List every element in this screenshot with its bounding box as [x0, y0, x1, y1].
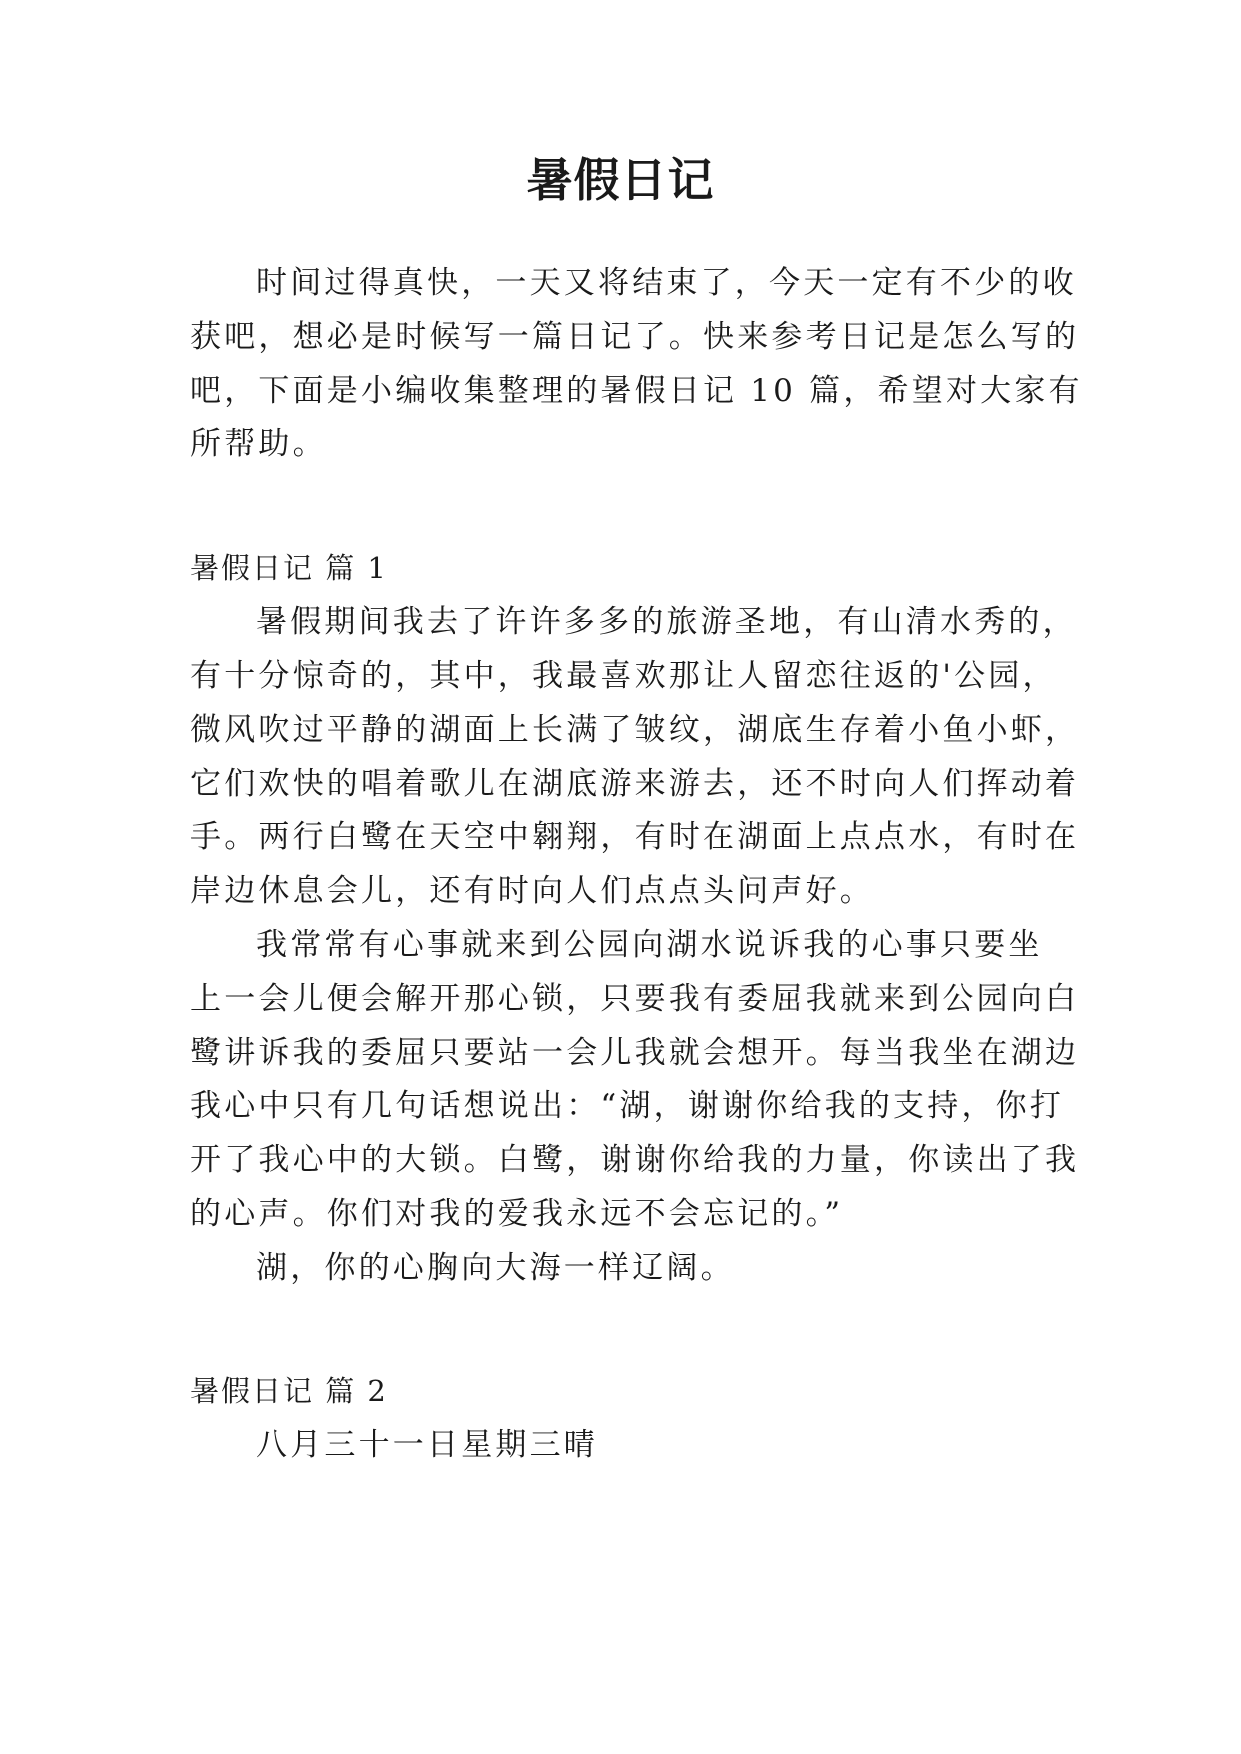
intro-line: 所帮助。 — [190, 426, 327, 462]
body-line: 微风吹过平静的湖面上长满了皱纹，湖底生存着小鱼小虾， — [190, 712, 1080, 748]
body-line: 有十分惊奇的，其中，我最喜欢那让人留恋往返的'公园， — [190, 658, 1057, 694]
body-line: 鹭讲诉我的委屈只要站一会儿我就会想开。每当我坐在湖边 — [190, 1035, 1080, 1071]
body-line: 手。两行白鹭在天空中翱翔，有时在湖面上点点水，有时在 — [190, 819, 1080, 855]
document-title: 暑假日记 — [526, 153, 715, 207]
intro-line: 吧，下面是小编收集整理的暑假日记 10 篇，希望对大家有 — [190, 373, 1083, 409]
body-line: 它们欢快的唱着歌儿在湖底游来游去，还不时向人们挥动着 — [190, 766, 1080, 802]
body-line: 我心中只有几句话想说出：“湖，谢谢你给我的支持，你打 — [190, 1088, 1065, 1124]
body-line: 我常常有心事就来到公园向湖水说诉我的心事只要坐 — [256, 927, 1043, 963]
section-heading: 暑假日记 篇 1 — [190, 551, 388, 585]
body-line: 的心声。你们对我的爱我永远不会忘记的。” — [190, 1196, 844, 1232]
body-line: 上一会儿便会解开那心锁，只要我有委屈我就来到公园向白 — [190, 981, 1080, 1017]
intro-line: 获吧，想必是时候写一篇日记了。快来参考日记是怎么写的 — [190, 319, 1080, 355]
body-line: 开了我心中的大锁。白鹭，谢谢你给我的力量，你读出了我 — [190, 1142, 1080, 1178]
body-line: 暑假期间我去了许许多多的旅游圣地，有山清水秀的， — [256, 604, 1077, 640]
section-heading: 暑假日记 篇 2 — [190, 1374, 388, 1408]
body-line: 八月三十一日星期三晴 — [256, 1427, 598, 1463]
body-line: 岸边休息会儿，还有时向人们点点头问声好。 — [190, 873, 874, 909]
intro-line: 时间过得真快，一天又将结束了，今天一定有不少的收 — [256, 265, 1077, 301]
body-line: 湖，你的心胸向大海一样辽阔。 — [256, 1250, 735, 1286]
